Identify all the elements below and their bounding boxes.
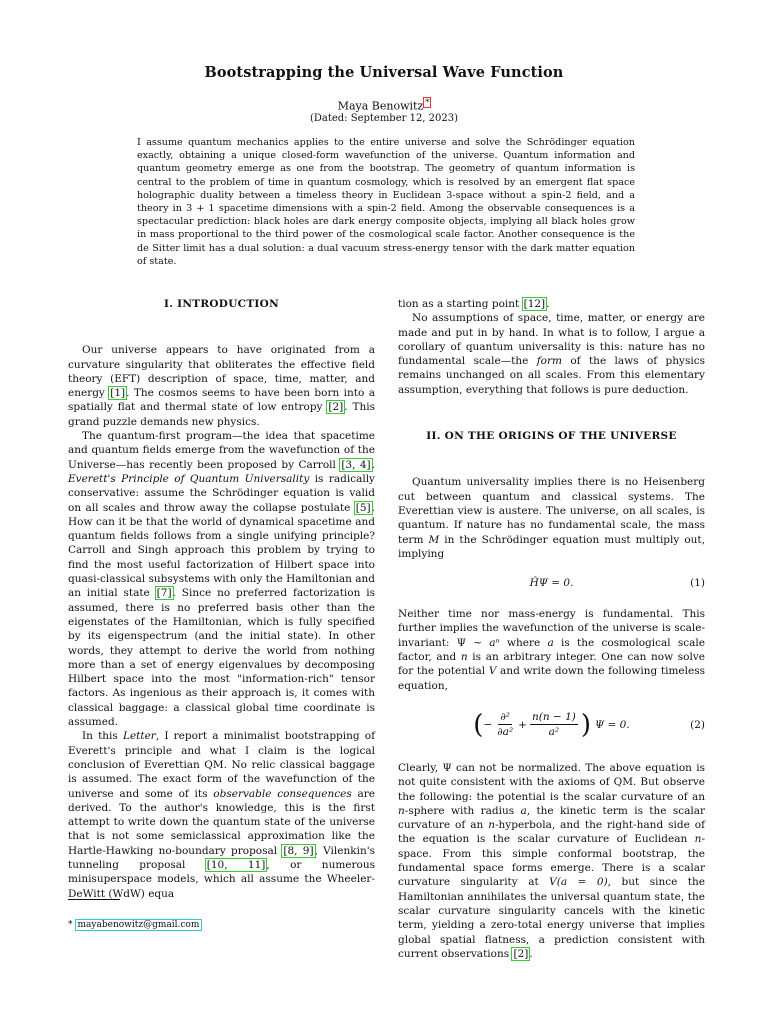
footnote — [68, 920, 201, 930]
equation-2-body: ( − $\frac{\text{∂²}}{\text{∂a²}}$ + $\frac{n(n - 1)}{\text{a²}}$ ) Ψ = 0. — [473, 709, 630, 740]
citation-link[interactable]: [2] — [513, 947, 529, 960]
equation-2-number: (2) — [690, 718, 705, 731]
author-name: Maya Benowitz — [337, 99, 424, 113]
origins-paragraph-2: Neither time nor mass-energy is fundamental. This further implies the wavefunction of the universe is scale-invariant: Ψ ∼ aⁿ where a is the cosmological scale factor, and n is an arbitrary integer. One can now solve for the potential V and write down the following timeless equation, — [398, 608, 705, 692]
date-line: (Dated: September 12, 2023) — [309, 113, 459, 124]
section-heading-origins: II. ON THE ORIGINS OF THE UNIVERSE — [426, 430, 677, 443]
section-heading-introduction: I. INTRODUCTION — [163, 298, 279, 310]
assumptions-paragraph: No assumptions of space, time, matter, or energy are made and put in by hand. In what is to follow, I argue a corollary of quantum universality is this: nature has no fundamental scale—the form of the laws of physics remains unchanged on all scales. From this elementary assumption, everything that follows is pure deduction. — [398, 312, 705, 396]
citation-link[interactable]: [3, 4] — [341, 458, 371, 471]
footnote-mark: * — [68, 920, 73, 930]
left-column — [68, 297, 375, 901]
citation-link[interactable]: [5] — [355, 501, 371, 514]
citation-link[interactable]: [1] — [110, 387, 126, 400]
citation-link[interactable]: [12] — [523, 298, 546, 310]
citation-link[interactable]: [2] — [328, 401, 344, 414]
right-column — [398, 297, 705, 961]
equation-1-number: (1) — [690, 577, 705, 590]
paper-title: Bootstrapping the Universal Wave Function — [204, 64, 564, 81]
citation-link[interactable]: [8, 9] — [283, 844, 314, 857]
email-link[interactable]: mayabenowitz@gmail.com — [77, 920, 200, 930]
intro-paragraph-2: The quantum-first program—the idea that spacetime and quantum fields emerge from the wavefunction of the Universe—has recently been proposed by Carroll [3, 4]. Everett's Principle of Quantum Universality is radically conservative: assume the Schrödinger equation is valid on all scales and throw away the collapse postulate [5]. How can it be that the world of dynamical spacetime and quantum fields follows from a single unifying principle? Carroll and Singh approach this problem by trying to find the most useful factorization of Hilbert space into quasi-classical subsystems with only the Hamiltonian and an initial state [7]. Since no preferred factorization is assumed, there is no preferred basis other than the eigenstates of the Hamiltonian, which is fully specified by its eigenspectrum (and the initial state). In other words, they attempt to derive the world from nothing more than a set of energy eigenvalues by decomposing Hilbert space into the most "information-rich" tensor factors. As ingenious as their approach is, it comes with classical baggage: a classical global time coordinate is assumed. — [68, 430, 375, 729]
equation-1-body: ĤΨ = 0. — [529, 577, 574, 589]
footnote-rule — [68, 899, 120, 900]
intro-paragraph-1: Our universe appears to have originated from a curvature singularity that obliterates the effective field theory (EFT) description of space, time, matter, and energy [1]. The cosmos seems to have been born into a spatially flat and thermal state of low entropy [2]. This grand puzzle demands new physics. — [68, 344, 375, 428]
citation-link[interactable]: [10, 11] — [206, 858, 266, 871]
citation-link[interactable]: [7] — [156, 587, 172, 600]
fraction-kinetic: $\frac{\text{∂²}}{\text{∂a²}}$ — [497, 711, 514, 739]
equation-2 — [398, 703, 705, 747]
author-footnote-link[interactable]: * — [425, 98, 430, 107]
fraction-potential: $\frac{n(n - 1)}{\text{a²}}$ — [531, 711, 576, 739]
abstract: I assume quantum mechanics applies to the entire universe and solve the Schrödinger equation exactly, obtaining a unique closed-form wavefunction of the universe. Quantum information and quantum geometry emerge as one from the bootstrap. The geometry of quantum information is central to the problem of time in quantum cosmology, which is resolved by an emergent flat space holographic duality between a timeless theory in Euclidean 3-space without a spin-2 field, and a theory in 3 + 1 spacetime dimensions with a spin-2 field. Among the observable consequences is a spectacular prediction: black holes are dark energy composite objects, implying all black holes grow in mass proportional to the third power of the cosmological scale factor. Another consequence is the de Sitter limit has a dual solution: a dual vacuum stress-energy tensor with the dark matter equation of state. — [137, 137, 635, 267]
author-line — [0, 98, 768, 113]
equation-1 — [398, 571, 705, 595]
origins-paragraph-1: Quantum universality implies there is no Heisenberg cut between quantum and classical systems. The Everettian view is austere. The universe, on all scales, is quantum. If nature has no fundamental scale, the mass term M in the Schrödinger equation must multiply out, implying — [398, 476, 705, 560]
origins-paragraph-3: Clearly, Ψ can not be normalized. The above equation is not quite consistent with the axioms of QM. But observe the following: the potential is the scalar curvature of an n-sphere with radius a, the kinetic term is the scalar curvature of an n-hyperbola, and the right-hand side of the equation is the scalar curvature of Euclidean n-space. From this simple conformal bootstrap, the fundamental space forms emerge. There is a scalar curvature singularity at V(a = 0), but since the Hamiltonian annihilates the universal quantum state, the scalar curvature singularity cancels with the kinetic term, yielding a zero-total energy universe that implies global spatial flatness, a prediction consistent with current observations [2]. — [398, 761, 706, 960]
intro-paragraph-3: In this Letter, I report a minimalist bootstrapping of Everett's principle and what I claim is the logical conclusion of Everettian QM. No relic classical baggage is assumed. The exact form of the wavefunction of the universe and some of its observable consequences are derived. To the author's knowledge, this is the first attempt to write down the quantum state of the universe that is not some semiclassical approximation like the Hartle-Hawking no-boundary proposal [8, 9], Vilenkin's tunneling proposal [10, 11], or numerous minisuperspace models, which all assume the Wheeler-DeWitt (WdW) equa — [68, 730, 375, 900]
continued-paragraph: tion as a starting point [12]. — [398, 298, 550, 310]
